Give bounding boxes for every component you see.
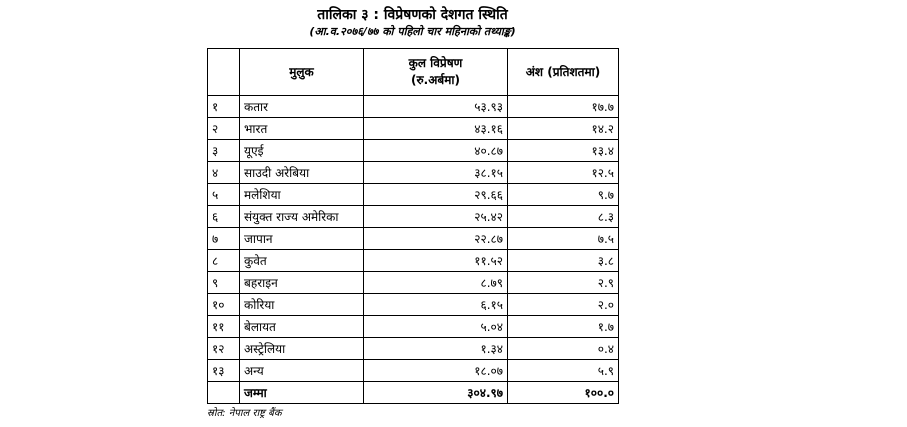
row-amount: ६.१५: [364, 294, 508, 316]
row-country: यूएई: [240, 140, 364, 162]
row-sn: २: [208, 118, 240, 140]
row-share: १७.७: [508, 96, 619, 118]
row-share: ९.७: [508, 184, 619, 206]
header-sn: [208, 49, 240, 96]
row-country: साउदी अरेबिया: [240, 162, 364, 184]
source-note: स्रोत: नेपाल राष्ट्र बैंक: [207, 408, 282, 419]
row-sn: ९: [208, 272, 240, 294]
table-title: तालिका ३ : विप्रेषणको देशगत स्थिति: [317, 7, 508, 23]
row-share: ७.५: [508, 228, 619, 250]
row-country: मलेशिया: [240, 184, 364, 206]
table-row: [208, 250, 619, 272]
row-country: जापान: [240, 228, 364, 250]
header-share: अंश (प्रतिशतमा): [508, 49, 619, 96]
table-row: [208, 316, 619, 338]
row-amount: ४०.८७: [364, 140, 508, 162]
row-share: ८.३: [508, 206, 619, 228]
row-country: बहराइन: [240, 272, 364, 294]
header-amount: [364, 49, 508, 96]
row-sn: १०: [208, 294, 240, 316]
row-country: कोरिया: [240, 294, 364, 316]
row-sn: ६: [208, 206, 240, 228]
row-sn: ४: [208, 162, 240, 184]
total-share: १००.०: [508, 382, 619, 404]
row-sn: १: [208, 96, 240, 118]
row-amount: २९.६६: [364, 184, 508, 206]
table-row: [208, 206, 619, 228]
row-country: अस्ट्रेलिया: [240, 338, 364, 360]
table-row: [208, 360, 619, 382]
row-country: कुवेत: [240, 250, 364, 272]
row-share: २.९: [508, 272, 619, 294]
row-country: कतार: [240, 96, 364, 118]
row-share: १४.२: [508, 118, 619, 140]
row-sn: ८: [208, 250, 240, 272]
remittance-table: [207, 48, 619, 404]
header-amount-line2: (रु.अर्बमा): [410, 73, 460, 87]
table-row: [208, 162, 619, 184]
row-amount: ११.५२: [364, 250, 508, 272]
row-amount: ३८.१५: [364, 162, 508, 184]
row-share: ३.८: [508, 250, 619, 272]
total-label: जम्मा: [240, 382, 364, 404]
row-amount: ५३.९३: [364, 96, 508, 118]
row-amount: १८.०७: [364, 360, 508, 382]
header-amount-line1: कुल विप्रेषण: [408, 56, 463, 70]
total-sn-cell: [208, 382, 240, 404]
row-sn: १३: [208, 360, 240, 382]
table-row: [208, 184, 619, 206]
row-amount: २२.८७: [364, 228, 508, 250]
row-amount: १.३४: [364, 338, 508, 360]
row-sn: ५: [208, 184, 240, 206]
row-share: ०.४: [508, 338, 619, 360]
row-sn: ७: [208, 228, 240, 250]
row-country: भारत: [240, 118, 364, 140]
row-country: बेलायत: [240, 316, 364, 338]
table-row: [208, 96, 619, 118]
row-amount: ८.७९: [364, 272, 508, 294]
row-amount: ५.०४: [364, 316, 508, 338]
row-share: १२.५: [508, 162, 619, 184]
total-row: [208, 382, 619, 404]
table-row: [208, 272, 619, 294]
header-country: मुलुक: [240, 49, 364, 96]
table-header-row: [208, 49, 619, 96]
row-share: २.०: [508, 294, 619, 316]
row-sn: १२: [208, 338, 240, 360]
row-share: १३.४: [508, 140, 619, 162]
row-amount: ४३.१६: [364, 118, 508, 140]
table-row: [208, 118, 619, 140]
row-country: अन्य: [240, 360, 364, 382]
table-row: [208, 294, 619, 316]
table-row: [208, 338, 619, 360]
table-row: [208, 140, 619, 162]
row-sn: ११: [208, 316, 240, 338]
table-body: [208, 96, 619, 404]
row-country: संयुक्त राज्य अमेरिका: [240, 206, 364, 228]
row-sn: ३: [208, 140, 240, 162]
total-amount: ३०४.९७: [364, 382, 508, 404]
table-subtitle: (आ.व.२०७६/७७ को पहिलो चार महिनाको तथ्याङ्क): [309, 25, 516, 38]
row-share: १.७: [508, 316, 619, 338]
row-share: ५.९: [508, 360, 619, 382]
row-amount: २५.४२: [364, 206, 508, 228]
table-row: [208, 228, 619, 250]
